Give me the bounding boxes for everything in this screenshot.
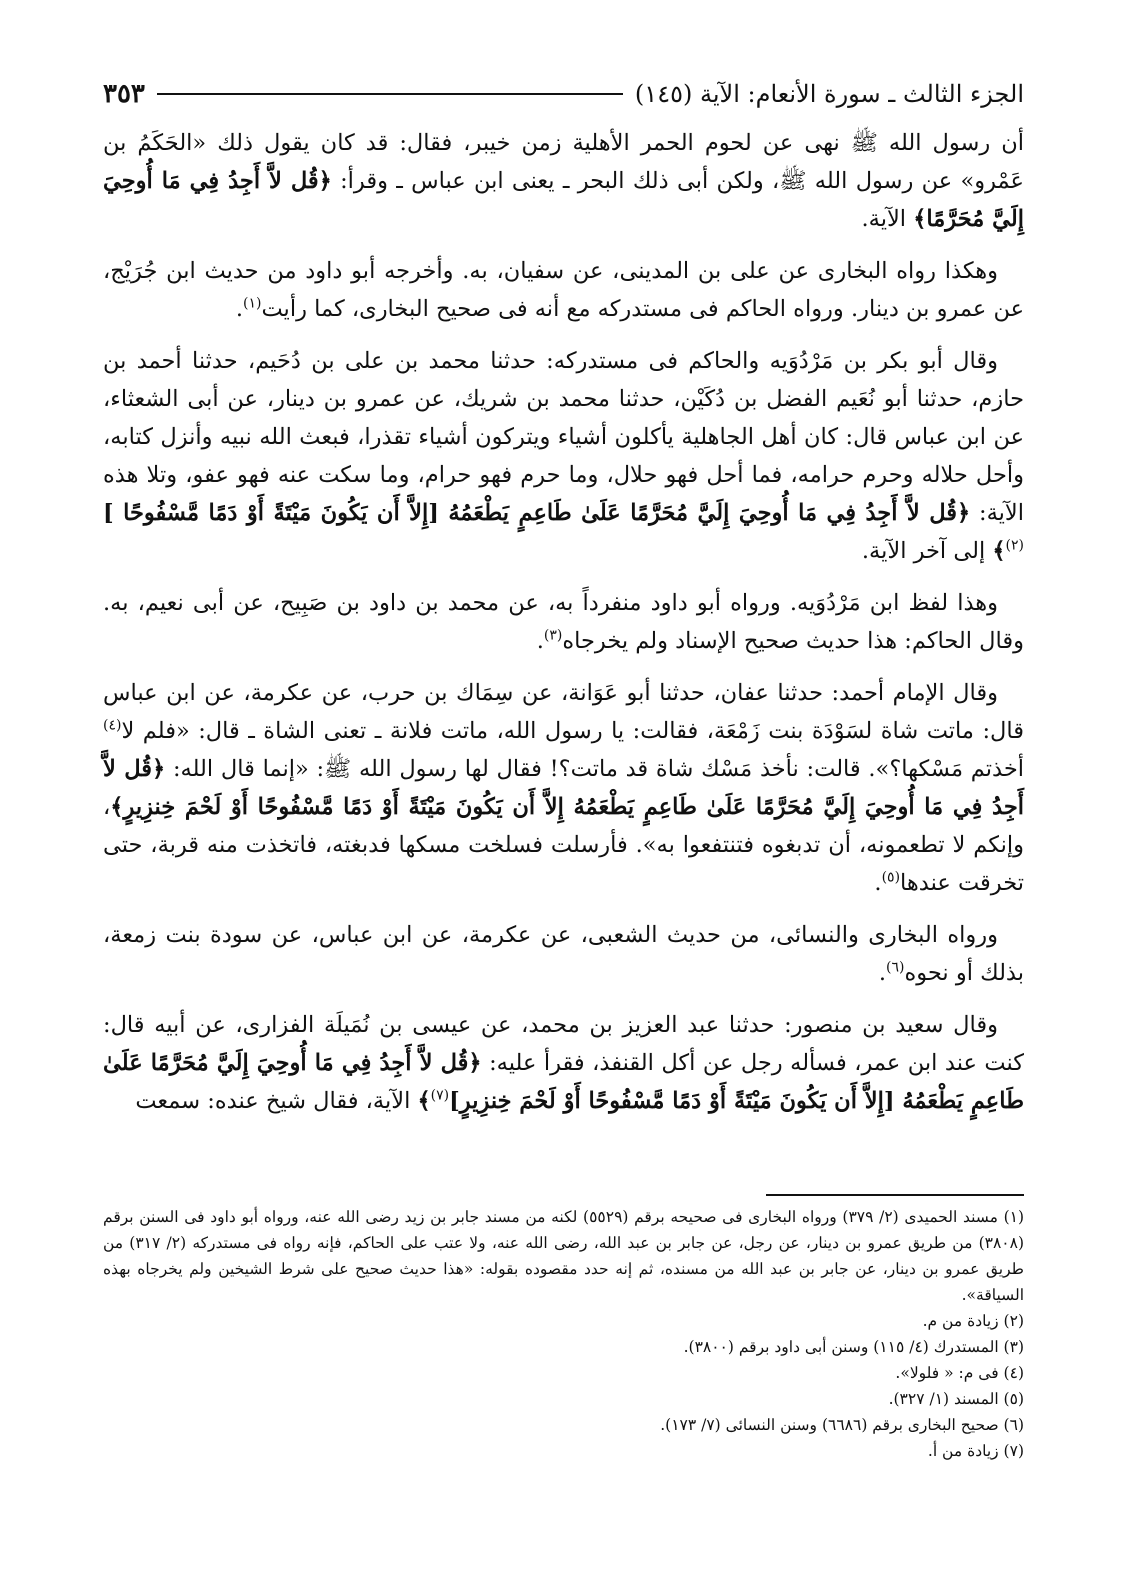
- main-text: [103, 124, 1024, 1134]
- quran-verse: ﴾: [992, 538, 1006, 564]
- footnote: (٣) المستدرك (٤/ ١١٥) وسنن أبى داود برقم (٣٨٠٠).: [683, 1338, 1024, 1356]
- text-run: إلى آخر الآية.: [861, 538, 993, 564]
- footnote: (٦) صحيح البخارى برقم (٦٦٨٦) وسنن النسائى (٧/ ١٧٣).: [660, 1416, 1024, 1434]
- paragraph: [103, 584, 1024, 660]
- paragraph: [103, 252, 1024, 328]
- running-header: [103, 74, 1024, 114]
- text-run: وقال سعيد بن منصور: حدثنا عبد العزيز بن محمد، عن عيسى بن نُمَيلَة الفزارى، عن أبيه قال: كنت عند ابن عمر، فسأله رجل عن أكل القنفذ، فقرأ عليه:: [103, 1012, 1025, 1076]
- paragraph: [103, 916, 1024, 992]
- text-run: أخذتم مَسْكها؟». قالت: نأخذ مَسْك شاة قد ماتت؟! فقال لها رسول الله ﷺ: «إنما قال الله:: [165, 756, 1024, 782]
- text-run: .: [235, 296, 243, 322]
- footnote-ref: (٥): [881, 869, 901, 886]
- quran-verse: ﴾: [417, 1088, 431, 1114]
- quran-verse: ﴿قُل لاَّ أَجِدُ فِي مَا أُوحِيَ إِلَيَّ مُحَرَّمًا عَلَىٰ طَاعِمٍ يَطْعَمُهُ [إِلاَّ أَن يَكُونَ مَيْتَةً أَوْ دَمًا مَّسْفُوحًا ]: [103, 500, 971, 526]
- footnote-ref: (٦): [886, 959, 905, 976]
- footnote-ref: (٧): [430, 1087, 450, 1104]
- header-title: الجزء الثالث ـ سورة الأنعام: الآية (١٤٥): [634, 80, 1024, 108]
- text-run: الآية، فقال شيخ عنده: سمعت: [135, 1088, 418, 1114]
- text-run: الآية.: [861, 206, 914, 232]
- footnote-separator: [766, 1194, 1024, 1196]
- footnote-ref: (٤): [103, 717, 122, 734]
- text-run: ورواه البخارى والنسائى، من حديث الشعبى، عن عكرمة، عن ابن عباس، عن سودة بنت زمعة، بذلك أو نحوه: [103, 922, 1024, 986]
- page-number: ٣٥٣: [103, 79, 145, 109]
- paragraph: [103, 1006, 1024, 1120]
- footnotes: [103, 1204, 1024, 1464]
- text-run: وهذا لفظ ابن مَرْدُوَيه. ورواه أبو داود منفرداً به، عن محمد بن داود بن صَبِيح، عن أبى نعيم، به. وقال الحاكم: هذا حديث صحيح الإسناد ولم يخرجاه: [103, 590, 1024, 654]
- quran-verse: ﴿قُل لاَّ أَجِدُ فِي مَا أُوحِيَ إِلَيَّ مُحَرَّمًا عَلَىٰ طَاعِمٍ يَطْعَمُهُ إِلاَّ أَن يَكُونَ مَيْتَةً أَوْ دَمًا مَّسْفُوحًا أَوْ لَحْمَ خِنزِيرٍ﴾: [103, 756, 1024, 820]
- footnote: (١) مسند الحميدى (٢/ ٣٧٩) ورواه البخارى فى صحيحه برقم (٥٥٢٩) لكنه من مسند جابر بن زيد رضى الله عنه، ورواه أبو داود فى السنن برقم (٣٨٠٨) من طريق عمرو بن دينار، عن رجل، عن جابر بن عبد الله، رضى الله عنه، ولا عتب على الحاكم، فإنه رواه فى مستدركه (٢/ ٣١٧) من طريق عمرو بن دينار، عن جابر بن عبد الله من مسنده، ثم إنه حدد مقصوده بقوله: «هذا حديث صحيح على شرط الشيخين ولم يخرجاه بهذه السياقة».: [103, 1208, 1025, 1304]
- footnote-ref: (١): [243, 295, 262, 312]
- header-rule: [157, 93, 623, 95]
- quran-verse: ﴿قُل لاَّ أَجِدُ فِي مَا أُوحِيَ إِلَيَّ مُحَرَّمًا عَلَىٰ طَاعِمٍ يَطْعَمُهُ [إِلاَّ أَن يَكُونَ مَيْتَةً أَوْ دَمًا مَّسْفُوحًا أَوْ لَحْمَ خِنزِيرٍ]: [103, 1050, 1024, 1114]
- text-run: .: [536, 628, 544, 654]
- footnote-ref: (٣): [543, 627, 563, 644]
- paragraph: [103, 342, 1024, 570]
- text-run: أن رسول الله ﷺ نهى عن لحوم الحمر الأهلية زمن خيبر، فقال: قد كان يقول ذلك «الحَكَمُ بن عَمْرو» عن رسول الله ﷺ، ولكن أبى ذلك البحر ـ يعنى ابن عباس ـ وقرأ:: [103, 130, 1024, 194]
- footnote: (٧) زيادة من أ.: [927, 1442, 1024, 1460]
- footnote: (٢) زيادة من م.: [922, 1312, 1024, 1330]
- footnote: (٤) فى م: « فلولا».: [895, 1364, 1024, 1382]
- paragraph: [103, 674, 1024, 902]
- text-run: وهكذا رواه البخارى عن على بن المدينى، عن سفيان، به. وأخرجه أبو داود من حديث ابن جُرَيْج، عن عمرو بن دينار. ورواه الحاكم فى مستدركه مع أنه فى صحيح البخارى، كما رأيت: [103, 258, 1024, 322]
- text-run: ، وإنكم لا تطعمونه، أن تدبغوه فتنتفعوا به». فأرسلت فسلخت مسكها فدبغته، فاتخذت منه قربة، حتى تخرقت عندها: [103, 794, 1024, 896]
- footnote-ref: (٢): [1005, 537, 1024, 554]
- text-run: وقال أبو بكر بن مَرْدُوَيه والحاكم فى مستدركه: حدثنا محمد بن على بن دُحَيم، حدثنا أحمد بن حازم، حدثنا أبو نُعَيم الفضل بن دُكَيْن، حدثنا محمد بن شريك، عن عمرو بن دينار، عن أبى الشعثاء، عن ابن عباس قال: كان أهل الجاهلية يأكلون أشياء ويتركون أشياء تقذرا، فبعث الله نبيه وأنزل كتابه، وأحل حلاله وحرم حرامه، فما أحل فهو حلال، وما حرم فهو حرام، وما سكت عنه فهو عفو، وتلا هذه الآية:: [103, 348, 1024, 526]
- quran-verse: ﴿قُل لاَّ أَجِدُ فِي مَا أُوحِيَ إِلَيَّ مُحَرَّمًا﴾: [103, 168, 1024, 232]
- text-run: .: [874, 870, 882, 896]
- paragraph: [103, 124, 1024, 238]
- text-run: وقال الإمام أحمد: حدثنا عفان، حدثنا أبو عَوَانة، عن سِمَاك بن حرب، عن عكرمة، عن ابن عباس قال: ماتت شاة لسَوْدَة بنت زَمْعَة، فقالت: يا رسول الله، ماتت فلانة ـ تعنى الشاة ـ قال: «فلم لا: [103, 680, 1024, 744]
- footnote: (٥) المسند (١/ ٣٢٧).: [888, 1390, 1024, 1408]
- text-run: .: [878, 960, 887, 986]
